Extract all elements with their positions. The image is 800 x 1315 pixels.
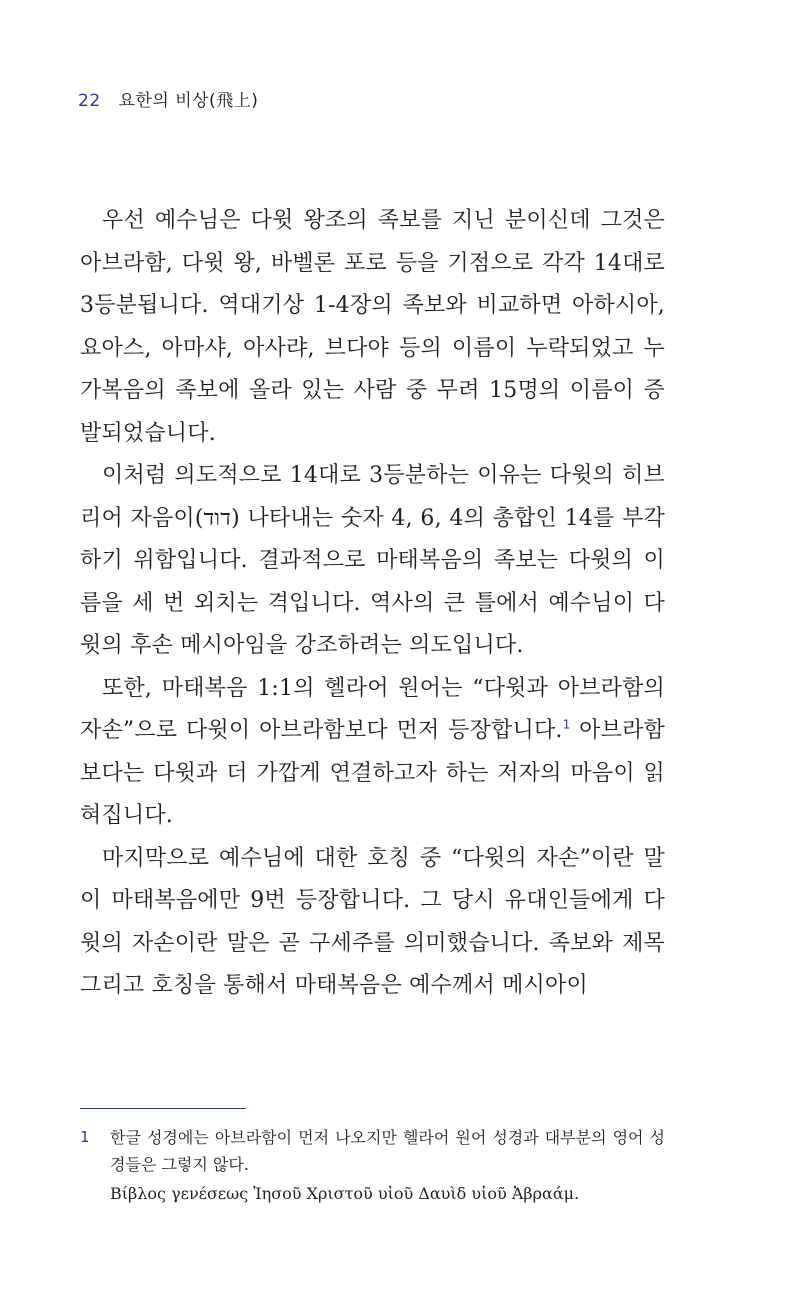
footnote-number: 1 [80,1128,90,1146]
footnote [80,1124,665,1207]
footnote-text: 한글 성경에는 아브라함이 먼저 나오지만 헬라어 원어 성경과 대부분의 영어 성경들은 그렇지 않다. [110,1128,665,1174]
paragraph-3 [80,668,665,838]
paragraph-1: 우선 예수님은 다윗 왕조의 족보를 지닌 분이신데 그것은 아브라함, 다윗 왕, 바벨론 포로 등을 기점으로 각각 14대로 3등분됩니다. 역대기상 1-4장의 족보와 비교하면 아하시아, 요아스, 아마샤, 아사랴, 브다야 등의 이름이 누락되었고 누가복음의 족보에 올라 있는 사람 중 무려 15명의 이름이 증발되었습니다. [80,208,665,446]
paragraph-4: 마지막으로 예수님에 대한 호칭 중 “다윗의 자손”이란 말이 마태복음에만 9번 등장합니다. 그 당시 유대인들에게 다윗의 자손이란 말은 곧 구세주를 의미했습니다. 족보와 제목 그리고 호칭을 통해서 마태복음은 예수께서 메시아이 [80,845,665,998]
paragraph-3-text: 또한, 마태복음 1:1의 헬라어 원어는 “다윗과 아브라함의 자손”으로 다윗이 아브라함보다 먼저 등장합니다. [80,675,665,743]
paragraph-2: 이처럼 의도적으로 14대로 3등분하는 이유는 다윗의 히브리어 자음이(דוד) 나타내는 숫자 4, 6, 4의 총합인 14를 부각하기 위함입니다. 결과적으로 마태복음의 족보는 다윗의 이름을 세 번 외치는 격입니다. 역사의 큰 틀에서 예수님이 다윗의 후손 메시아임을 강조하려는 의도입니다. [80,463,665,658]
paragraph-3-text-cont: 아브라함보다는 다윗과 더 가깝게 연결하고자 하는 저자의 마음이 읽혀집니다. [80,718,665,828]
book-title: 요한의 비상(飛上) [118,91,259,111]
footnote-greek-text: Βίβλος γενέσεως Ἰησοῦ Χριστοῦ υἱοῦ Δαυὶδ υἱοῦ Ἀβραάμ. [110,1184,580,1203]
footnote-divider [80,1108,246,1109]
main-text [80,200,665,1008]
footnote-reference[interactable]: 1 [562,717,571,732]
running-head [78,86,258,111]
page-number: 22 [78,91,101,111]
